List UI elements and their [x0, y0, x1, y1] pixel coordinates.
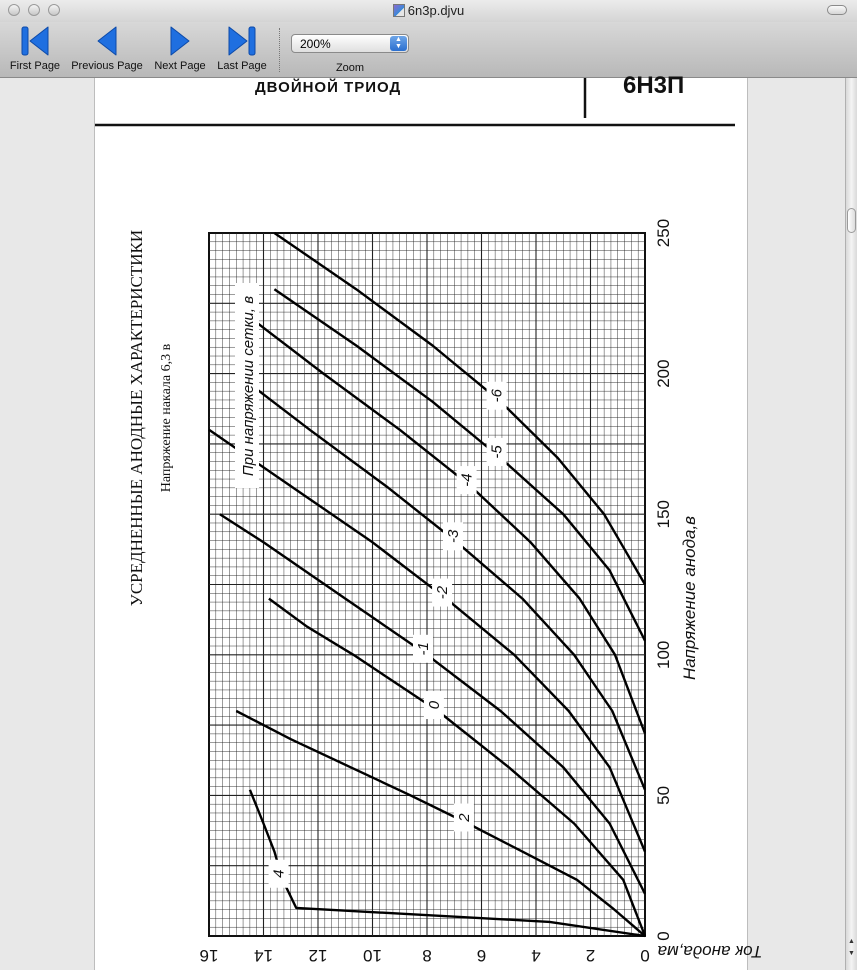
x-tick-label: 0	[654, 931, 673, 941]
x-tick-label: 250	[654, 218, 673, 248]
y-tick-label: 0	[640, 946, 650, 965]
y-tick-label: 14	[254, 946, 273, 965]
series-label: -5	[488, 445, 506, 459]
x-tick-label: 50	[654, 785, 673, 805]
last-page-label: Last Page	[217, 60, 267, 72]
window-title	[0, 3, 857, 18]
document-page	[94, 72, 763, 970]
series-label: -1	[415, 642, 432, 656]
x-axis-label: Напряжение анода,в	[680, 515, 699, 681]
x-tick-label: 100	[654, 640, 673, 669]
previous-page-icon	[94, 24, 120, 58]
vertical-scrollbar[interactable]	[845, 78, 857, 970]
legend-title: При напряжении сетки, в	[240, 295, 257, 477]
zoom-select[interactable]	[291, 34, 409, 53]
scroll-up-icon[interactable]: ▲	[848, 938, 855, 945]
series-label: 4	[270, 869, 288, 878]
series-label: -3	[444, 529, 462, 543]
next-page-button[interactable]	[152, 24, 208, 72]
header-right: 6Н3П	[623, 72, 685, 99]
series-label: -2	[434, 585, 452, 600]
title-bar	[0, 0, 857, 22]
y-tick-label: 8	[422, 946, 432, 965]
toolbar-toggle-button[interactable]	[827, 5, 847, 15]
y-tick-label: 4	[531, 946, 541, 965]
window-title-text: 6n3p.djvu	[407, 3, 465, 18]
document-viewport[interactable]	[0, 72, 845, 970]
series-label: -6	[488, 389, 506, 403]
last-page-button[interactable]	[215, 24, 269, 72]
chart-title: УСРЕДНЕННЫЕ АНОДНЫЕ ХАРАКТЕРИСТИКИ	[127, 229, 146, 607]
series-label: -4	[458, 473, 476, 487]
djvu-document-icon	[393, 4, 405, 17]
x-tick-label: 200	[654, 359, 673, 388]
y-tick-label: 6	[476, 946, 487, 965]
zoom-select-arrows-icon: ▲ ▼	[390, 36, 407, 51]
zoom-value: 200%	[300, 37, 331, 51]
scrollbar-thumb[interactable]	[847, 208, 856, 233]
scroll-down-icon[interactable]: ▼	[848, 950, 855, 957]
toolbar-separator	[279, 28, 280, 72]
y-tick-label: 12	[308, 946, 328, 965]
y-tick-label: 16	[199, 946, 219, 965]
toolbar	[0, 22, 857, 78]
previous-page-button[interactable]	[70, 24, 144, 72]
x-tick-label: 150	[654, 500, 673, 529]
next-page-label: Next Page	[154, 60, 206, 72]
header-left: ДВОЙНОЙ ТРИОД	[255, 79, 402, 96]
first-page-button[interactable]	[6, 24, 64, 72]
chart-subtitle: Напряжение накала 6,3 в	[159, 343, 174, 493]
zoom-label: Zoom	[335, 62, 365, 74]
series-label: 0	[425, 700, 443, 710]
first-page-label: First Page	[9, 60, 61, 72]
first-page-icon	[19, 24, 51, 58]
next-page-icon	[167, 24, 193, 58]
y-tick-label: 10	[363, 946, 382, 965]
page-scan	[95, 72, 763, 970]
y-tick-label: 2	[585, 946, 596, 965]
last-page-icon	[226, 24, 258, 58]
previous-page-label: Previous Page	[71, 60, 143, 72]
series-label: 2	[455, 813, 473, 822]
y-axis-label: Ток анода,ма	[657, 942, 763, 961]
